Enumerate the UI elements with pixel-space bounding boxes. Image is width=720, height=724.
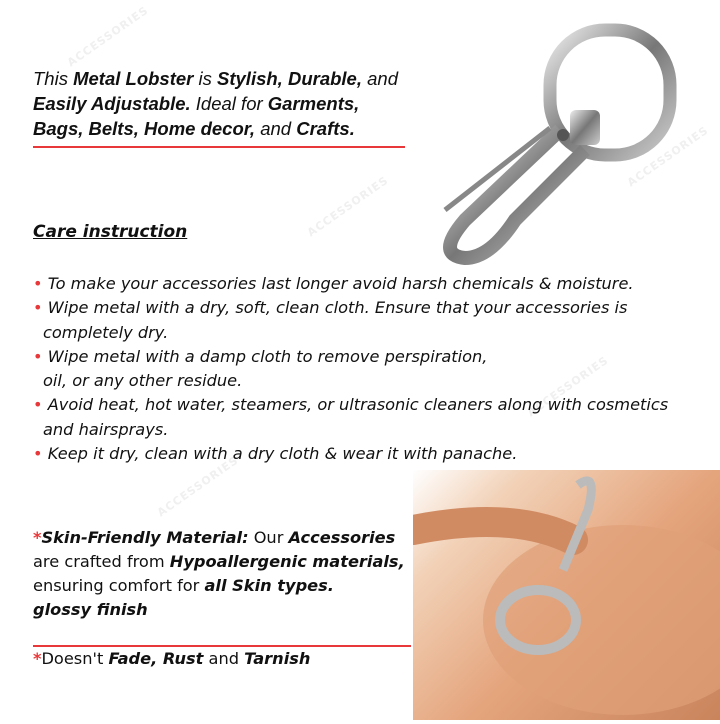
list-item (33, 296, 633, 345)
text: are crafted from (33, 552, 170, 571)
text: Metal Lobster (73, 68, 194, 89)
text: Garments, (267, 93, 360, 114)
text: Doesn't (41, 649, 109, 668)
text: ensuring comfort for (33, 576, 205, 595)
text: Ideal for (190, 93, 268, 114)
text: Easily Adjustable. (33, 93, 191, 114)
lobster-clasp-image (425, 20, 685, 270)
text: Skin-Friendly Material: (41, 528, 249, 547)
text: Crafts. (296, 118, 355, 139)
text: and (203, 649, 245, 668)
text: Accessories (288, 528, 396, 547)
text: To make your accessories last longer avoid harsh chemicals & moisture. (47, 274, 634, 293)
skin-friendly-note (33, 526, 418, 622)
asterisk: * (33, 649, 42, 668)
list-item (33, 393, 673, 442)
care-list (33, 272, 673, 466)
text: Bags, Belts, Home decor, (33, 118, 256, 139)
text: all Skin types. (204, 576, 334, 595)
list-item (33, 442, 673, 466)
list-item (33, 345, 493, 394)
bullet-icon: • (33, 444, 43, 464)
bullet-icon: • (33, 274, 43, 293)
text: Tarnish (244, 649, 311, 668)
text: Hypoallergenic materials, (169, 552, 405, 571)
no-tarnish-note (33, 649, 310, 668)
text: Wipe metal with a dry, soft, clean cloth. Ensure that your accessories is completely dry. (43, 298, 628, 342)
text: Fade, Rust (108, 649, 204, 668)
text: Avoid heat, hot water, steamers, or ultrasonic cleaners along with cosmetics and hairsprays. (43, 395, 669, 439)
divider (33, 146, 405, 148)
bullet-icon: • (33, 395, 43, 415)
text: Stylish, Durable, (217, 68, 362, 89)
bullet-icon: • (33, 346, 43, 366)
text: Keep it dry, clean with a dry cloth & wear it with panache. (47, 444, 518, 464)
text: and (361, 68, 398, 89)
hand-holding-clasp-photo (413, 470, 720, 720)
text: This (33, 68, 74, 89)
text: and (255, 118, 297, 139)
text: is (193, 68, 218, 89)
text: glossy finish (33, 600, 148, 619)
product-description (33, 66, 423, 141)
text: Our (248, 528, 289, 547)
care-instruction-heading: Care instruction (33, 222, 188, 242)
asterisk: * (33, 528, 42, 547)
list-item (33, 272, 673, 296)
divider (33, 645, 411, 647)
text: Wipe metal with a damp cloth to remove perspiration, oil, or any other residue. (43, 346, 488, 391)
bullet-icon: • (33, 298, 43, 318)
